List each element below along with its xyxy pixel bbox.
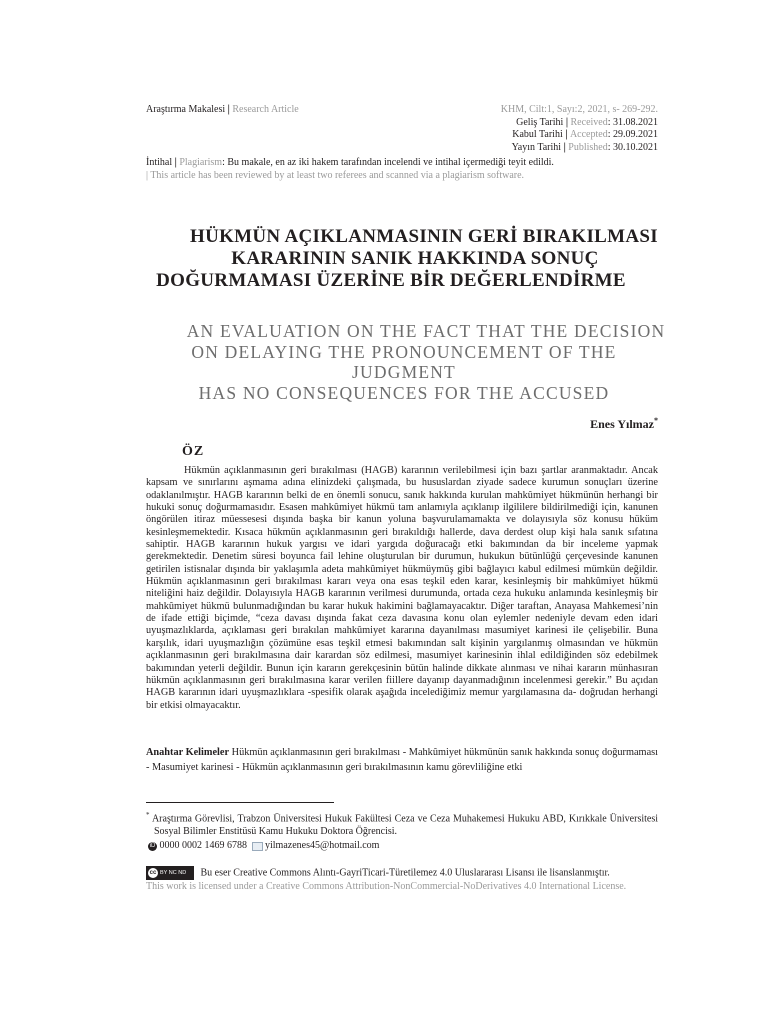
received-date: : 31.08.2021 bbox=[607, 116, 658, 128]
accepted-line: Kabul Tarihi | Accepted: 29.09.2021 bbox=[512, 129, 658, 140]
author-footnote-mark: * bbox=[654, 416, 658, 425]
received-line: Geliş Tarihi | Received: 31.08.2021 bbox=[516, 116, 658, 128]
email-address[interactable]: yilmazenes45@hotmail.com bbox=[265, 840, 380, 852]
published-date: : 30.10.2021 bbox=[607, 141, 658, 153]
accepted-label-tr: Kabul Tarihi bbox=[512, 129, 563, 140]
published-label-tr: Yayın Tarihi bbox=[511, 141, 562, 153]
license-tr: Bu eser Creative Commons Alıntı-GayriTicari-Türetilemez 4.0 Uluslararası Lisansı ile lisanslanmıştır. bbox=[200, 867, 610, 879]
license-en-text: This work is licensed under a Creative Commons Attribution-NonCommercial-NoDerivatives 4.0 International License. bbox=[146, 881, 627, 892]
publication-info bbox=[318, 104, 658, 154]
title-tr-line2: KARARININ SANIK HAKKINDA SONUÇ bbox=[231, 248, 599, 269]
footnote-divider bbox=[146, 802, 334, 803]
title-en-line2: ON DELAYING THE PRONOUNCEMENT OF THE JUDGMENT bbox=[191, 341, 617, 382]
published-line: Yayın Tarihi | Published: 30.10.2021 bbox=[511, 141, 658, 153]
license-en bbox=[146, 880, 666, 893]
author-name: Enes Yılmaz bbox=[590, 417, 654, 431]
plagiarism-tr-label: İntihal bbox=[146, 157, 173, 168]
footnote bbox=[146, 809, 658, 852]
title-tr-line1: HÜKMÜN AÇIKLANMASININ GERİ BIRAKILMASI bbox=[190, 226, 658, 247]
license-tr-line bbox=[146, 866, 666, 880]
title-tr-line3: DOĞURMAMASI ÜZERİNE BİR DEĞERLENDİRME bbox=[156, 270, 626, 291]
article-type bbox=[146, 104, 299, 117]
title-tr bbox=[146, 226, 666, 292]
abstract-heading: ÖZ bbox=[182, 444, 205, 459]
title-en-line1: AN EVALUATION ON THE FACT THAT THE DECISION bbox=[186, 321, 666, 341]
plagiarism-en-label: Plagiarism bbox=[179, 157, 223, 168]
abstract-text: Hükmün açıklanmasının geri bırakılması (HAGB) kararının verilebilmesi için bazı şartlar aranmaktadır. Ancak kapsam ve sınırlarını aşmama adına elinizdeki çalışmada, bu hususlardan ziyade sadece kurumun sonuçları üzerine odaklanılmıştır. HAGB kararının belki de en önemli sonucu, sanık hakkında kurulan mahkûmiyet hükmünün herhangi bir hukuki sonuç doğurmamasıdır. Esasen mahkûmiyet hükmü tam anlamıyla açıklanıp ilgililere bildirilmediği için, kanunen öngörülen itiraz müessesesi dışında başka bir kanun yoluna başvurulamamakta ve dolayısıyla söz konusu hüküm kesinleşmemektedir. Kısaca hükmün açıklanmasının geri bırakıldığı hallerde, dava derdest olup kişi hala sanık sıfatına sahiptir. HAGB kararının hukuk yargısı ve idari yargıda doğuracağı etki bakımından da bir inceleme yapmak gerekmektedir. Denetim süresi boyunca fail lehine oluşturulan bir durumun, hukukun bütünlüğü çerçevesinde kanunen getirilen istisnalar dışında bir yaklaşımla adeta mahkûmiyet hükmüymüş gibi bağlayıcı kabul edilmesi mümkün değildir. Hükmün açıklanmasının geri bırakılması kararı veya ona esas teşkil eden karar, kesinleşmiş bir mahkûmiyet hükmü niteliğini haiz değildir. Dolayısıyla HAGB kararının verilmesi durumunda, ortada ceza hukuku anlamında kesinleşmiş bir mahkûmiyet hükmü bulunmadığından bu karar hukuk hakimini bağlamayacaktır. Diğer taraftan, Anayasa Mahkemesi’nin de ifade ettiği biçimde, “ceza davası dışında fakat ceza davasına konu olan eylemler nedeniyle devam eden idari uyuşmazlıklarda, açıklaması geri bırakılan mahkûmiyet kararına dayanılması masumiyet karinesi ile çelişebilir. Buna karşılık, idari uyuşmazlığın çözümüne esas teşkil etmesi bakımından salt kişinin yargılanmış olmasından ve hükmün açıklanmasının geri bırakılmasına dair karardan söz edilmesi, masumiyet karinesinin ihlal edildiğinden söz edebilmek bakımından yeterli değildir. Bunun için kararın gerekçesinin bütün halinde dikkate alınması ve nihai kararın münhasıran hükmün açıklanmasının geri bırakılmasına karar verilen fiillere dayanıp dayanmadığının incelenmesi gerekir.” Bu açıdan HAGB kararının idari uyuşmazlıklara -spesifik olarak aşağıda incelediğimiz memur yargılamasına da- doğrudan herhangi bir etkisi olmayacaktır. bbox=[146, 465, 658, 711]
received-label-en: Received bbox=[570, 116, 608, 128]
author bbox=[590, 416, 658, 432]
orcid-number[interactable]: 0000 0002 1469 6788 bbox=[159, 840, 247, 852]
title-en-line3: HAS NO CONSEQUENCES FOR THE ACCUSED bbox=[198, 382, 610, 403]
footnote-mark: * bbox=[146, 811, 150, 819]
published-label-en: Published bbox=[568, 141, 608, 153]
plagiarism-note bbox=[146, 157, 666, 182]
keywords-text: Hükmün açıklanmasının geri bırakılması - Mahkûmiyet hükmünün sanık hakkında sonuç doğurmaması - Masumiyet karinesi - Hükmün açıklanmasının geri bırakılmasının kamu görevliliğine etki bbox=[146, 747, 659, 773]
article-type-en: Research Article bbox=[232, 104, 299, 115]
separator: | bbox=[225, 104, 233, 115]
plagiarism-en-text: | This article has been reviewed by at least two referees and scanned via a plagiarism software. bbox=[146, 169, 525, 181]
cc-by-nc-nd-badge-icon[interactable]: cc BY NC ND bbox=[146, 866, 194, 880]
title-en bbox=[142, 321, 666, 403]
received-label-tr: Geliş Tarihi bbox=[516, 116, 564, 128]
keywords-label: Anahtar Kelimeler bbox=[146, 747, 230, 758]
accepted-label-en: Accepted bbox=[569, 129, 608, 140]
abstract-body bbox=[146, 465, 658, 712]
citation: KHM, Cilt:1, Sayı:2, 2021, s- 269-292. bbox=[500, 104, 658, 115]
keywords bbox=[146, 745, 658, 775]
cc-badge-text: BY NC ND bbox=[160, 870, 187, 876]
accepted-date: : 29.09.2021 bbox=[607, 129, 658, 140]
footnote-text: Araştırma Görevlisi, Trabzon Üniversitesi Hukuk Fakültesi Ceza ve Ceza Muhakemesi Hukuku ABD, Kırıkkale Üniversitesi Sosyal Bilimler Enstitüsü Kamu Hukuku Doktora Öğrencisi. bbox=[151, 813, 658, 838]
article-type-tr: Araştırma Makalesi bbox=[146, 104, 226, 115]
email-icon bbox=[252, 842, 263, 851]
license bbox=[146, 866, 666, 893]
plagiarism-tr-text: : Bu makale, en az iki hakem tarafından incelendi ve intihal içermediği teyit edildi. bbox=[222, 157, 554, 168]
plagiarism-tr: İntihal | Plagiarism: Bu makale, en az iki hakem tarafından incelendi ve intihal içermediği teyit edildi. bbox=[146, 157, 554, 168]
contact-line bbox=[146, 839, 658, 852]
orcid-icon[interactable]: iD bbox=[149, 842, 156, 849]
